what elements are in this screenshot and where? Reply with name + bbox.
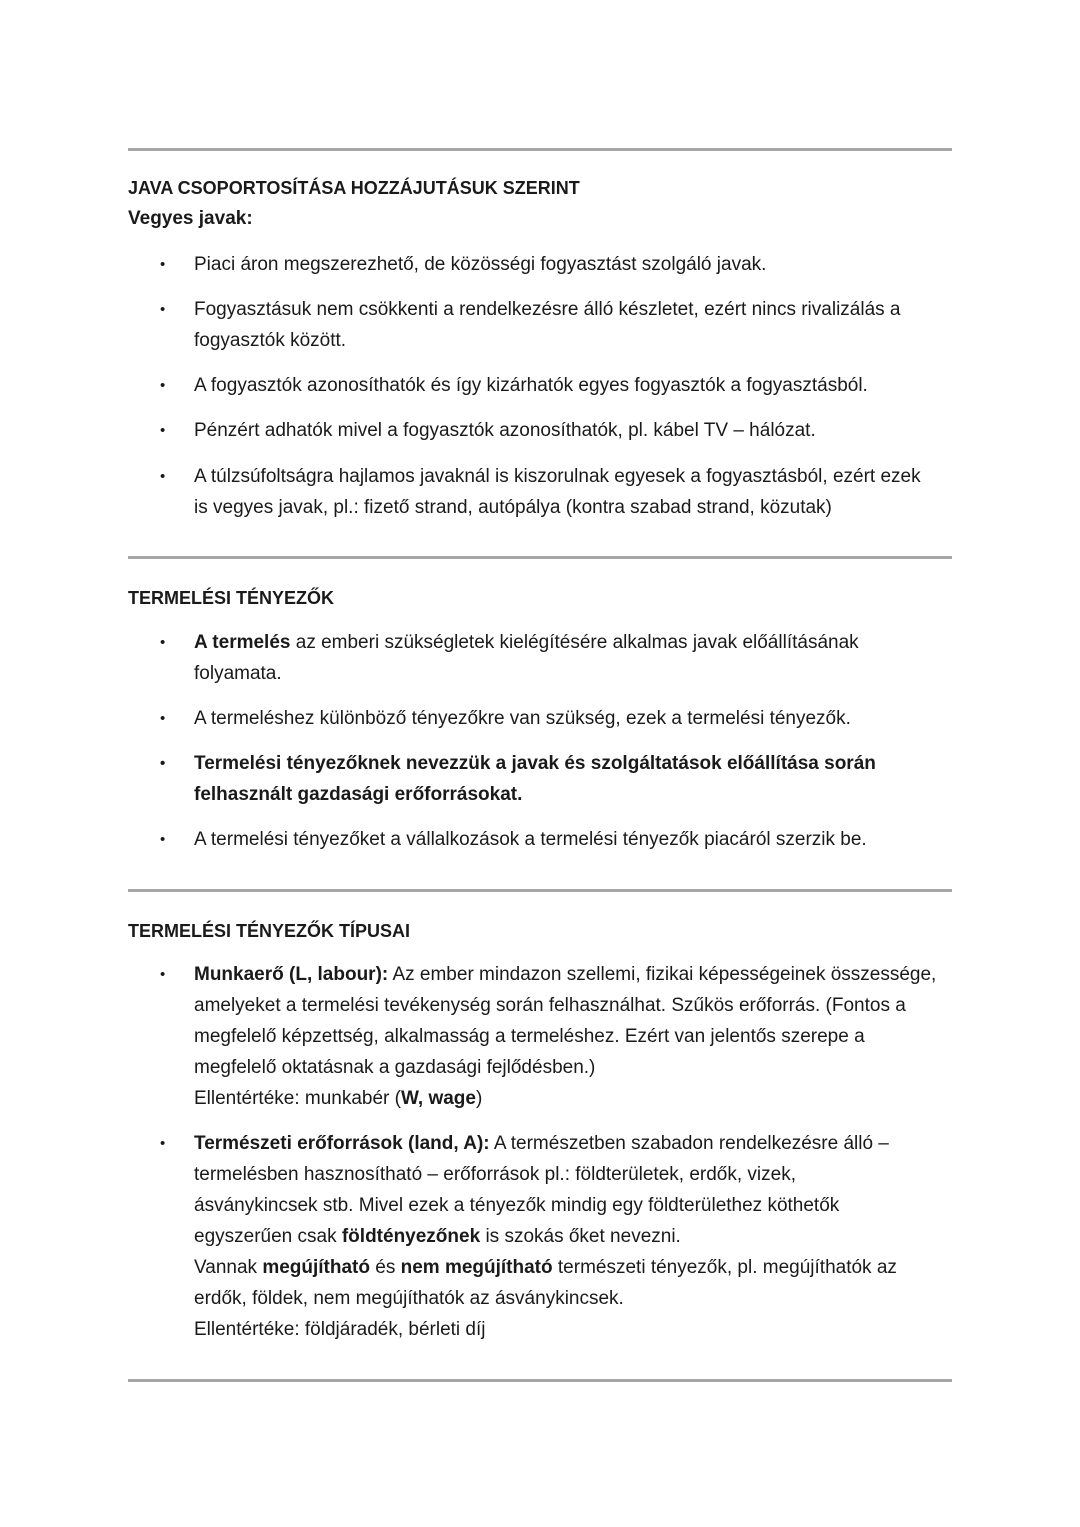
list-item-text: is szokás őket nevezni. [480,1226,681,1247]
list-item-text: A természetben szabadon rendelkezésre álló – [489,1133,889,1154]
list-item-text: Ellentértéke: munkabér ( [194,1088,401,1109]
bullet-icon: • [160,755,166,772]
bullet-icon: • [160,634,166,651]
list-item-text: Vannak [194,1257,263,1278]
list-item [128,461,952,523]
bullet-icon: • [160,256,166,273]
section-subtitle: Vegyes javak: [128,208,253,229]
list-item-text: A túlzsúfoltságra hajlamos javaknál is kiszorulnak egyesek a fogyasztásból, ezért ezek [194,466,921,487]
list-item-land [128,1128,952,1345]
list-item [128,748,952,810]
list-item-text: Fogyasztásuk nem csökkenti a rendelkezésre álló készletet, ezért nincs rivalizálás a [194,299,901,320]
list-item-text: Piaci áron megszerezhető, de közösségi fogyasztást szolgáló javak. [194,254,767,275]
list-item-text: termelésben hasznosítható – erőforrások pl.: földterületek, erdők, vizek, [194,1164,796,1185]
bullet-icon: • [160,301,166,318]
bold-term: A termelés [194,632,291,653]
list-item-text: is vegyes javak, pl.: fizető strand, autópálya (kontra szabad strand, közutak) [194,497,832,518]
bold-term: nem megújítható [400,1257,553,1278]
section-title: TERMELÉSI TÉNYEZŐK [128,588,335,608]
bullet-icon: • [160,422,166,439]
section-title: TERMELÉSI TÉNYEZŐK TÍPUSAI [128,921,411,941]
list-item-text: A fogyasztók azonosíthatók és így kizárhatók egyes fogyasztók a fogyasztásból. [194,375,868,396]
list-item [128,627,952,689]
bullet-icon: • [160,468,166,485]
list-item-text: megfelelő oktatásnak a gazdasági fejlődésben.) [194,1057,596,1078]
list-item-text: erdők, földek, nem megújíthatók az ásványkincsek. [194,1288,624,1309]
list-item-text: Pénzért adhatók mivel a fogyasztók azonosíthatók, pl. kábel TV – hálózat. [194,420,816,441]
definition-text: Termelési tényezőknek nevezzük a javak és szolgáltatások előállítása során [194,753,876,774]
divider [128,556,952,559]
list-item [128,370,952,401]
list-item-text: ) [475,1088,483,1109]
list-item [128,415,952,446]
list-item-text: az emberi szükségletek kielégítésére alkalmas javak előállításának [290,632,859,653]
list-item-text: természeti tényezők, pl. megújíthatók az [552,1257,897,1278]
bold-term: Munkaerő (L, labour): [194,964,389,985]
bold-term: földtényezőnek [341,1226,481,1247]
list-item-text: fogyasztók között. [194,330,347,351]
list-item-text: A termelési tényezőket a vállalkozások a termelési tényezők piacáról szerzik be. [194,829,867,850]
definition-text: felhasznált gazdasági erőforrásokat. [194,784,523,805]
list-item-text: megfelelő képzettség, alkalmasság a termeléshez. Ezért van jelentős szerepe a [194,1026,865,1047]
bullet-icon: • [160,966,166,983]
list-item-text: Ellentértéke: földjáradék, bérleti díj [194,1319,486,1340]
list-item [128,824,952,855]
divider [128,1379,952,1382]
list-item-text: Az ember mindazon szellemi, fizikai képességeinek összessége, [388,964,937,985]
divider [128,148,952,151]
list-item-text: A termeléshez különböző tényezőkre van szükség, ezek a termelési tényezők. [194,708,851,729]
section-title: JAVA CSOPORTOSÍTÁSA HOZZÁJUTÁSUK SZERINT [128,178,580,198]
list-item-text: amelyeket a termelési tevékenység során felhasználhat. Szűkös erőforrás. (Fontos a [194,995,906,1016]
bullet-icon: • [160,831,166,848]
bold-term: W, wage [401,1088,476,1109]
list-item [128,294,952,356]
divider [128,889,952,892]
list-item-labour [128,959,952,1114]
list-item [128,703,952,734]
bullet-icon: • [160,710,166,727]
bold-term: megújítható [262,1257,370,1278]
list-item-text: egyszerűen csak [194,1226,342,1247]
bullet-icon: • [160,1135,166,1152]
list-item [128,249,952,280]
list-item-text: folyamata. [194,663,282,684]
bold-term: Természeti erőforrások (land, A): [194,1133,490,1154]
list-item-text: ásványkincsek stb. Mivel ezek a tényezők mindig egy földterülethez köthetők [194,1195,840,1216]
list-item-text: és [369,1257,401,1278]
bullet-icon: • [160,377,166,394]
